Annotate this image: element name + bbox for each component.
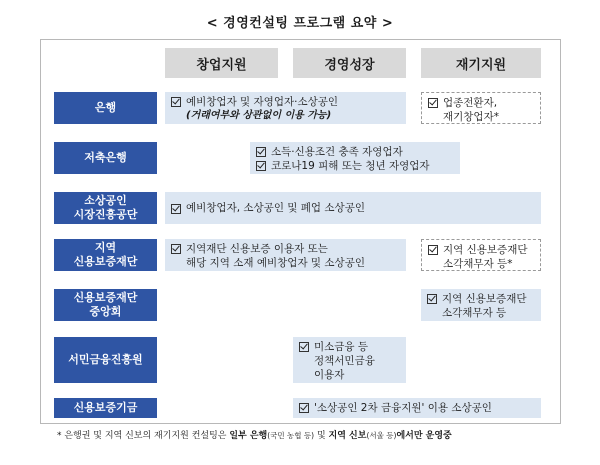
row-label-regional-credit-foundation: 지역 신용보증재단: [54, 239, 157, 271]
check-icon: [256, 161, 266, 171]
row-label-semas: 소상공인 시장진흥공단: [54, 192, 157, 224]
check-icon: [427, 294, 437, 304]
check-icon: [256, 147, 266, 157]
column-header-growth: 경영성장: [293, 48, 406, 78]
check-icon: [428, 245, 438, 255]
semas-cell: 예비창업자, 소상공인 및 폐업 소상공인: [165, 192, 541, 224]
kinfa-growth-cell: 미소금융 등 정책서민금융 이용자: [293, 337, 406, 383]
row-label-kinfa: 서민금융진흥원: [54, 337, 157, 383]
row-label-savings-bank: 저축은행: [54, 142, 157, 174]
check-icon: [428, 98, 438, 108]
bank-restart-cell: 업종전환자, 재기창업자*: [421, 92, 541, 124]
row-label-bank: 은행: [54, 92, 157, 124]
check-icon: [299, 342, 309, 352]
regional-restart-cell: 지역 신용보증재단 소각채무자 등*: [421, 239, 541, 271]
kodit-growth-cell: '소상공인 2차 금융지원' 이용 소상공인: [293, 398, 541, 418]
bank-startup-cell: 예비창업자 및 자영업자·소상공인 (거래여부와 상관없이 이용 가능): [165, 92, 406, 124]
check-icon: [171, 97, 181, 107]
savings-bank-growth-cell: 소득·신용조건 충족 자영업자 코로나19 피해 또는 청년 자영업자: [250, 142, 460, 174]
row-label-kodit: 신용보증기금: [54, 398, 157, 418]
column-header-startup: 창업지원: [165, 48, 278, 78]
koreg-restart-cell: 지역 신용보증재단 소각채무자 등: [421, 289, 541, 321]
row-label-koreg: 신용보증재단 중앙회: [54, 289, 157, 321]
column-header-restart: 재기지원: [421, 48, 541, 78]
check-icon: [171, 244, 181, 254]
footnote: * 은행권 및 지역 신보의 재기지원 컨설팅은 일부 은행(국민 농협 등) 및 지역 신보(서울 등)에서만 운영중: [57, 431, 452, 441]
check-icon: [299, 403, 309, 413]
check-icon: [171, 204, 181, 214]
page-title: < 경영컨설팅 프로그램 요약 >: [206, 16, 394, 31]
regional-startup-cell: 지역재단 신용보증 이용자 또는 해당 지역 소재 예비창업자 및 소상공인: [165, 239, 406, 271]
